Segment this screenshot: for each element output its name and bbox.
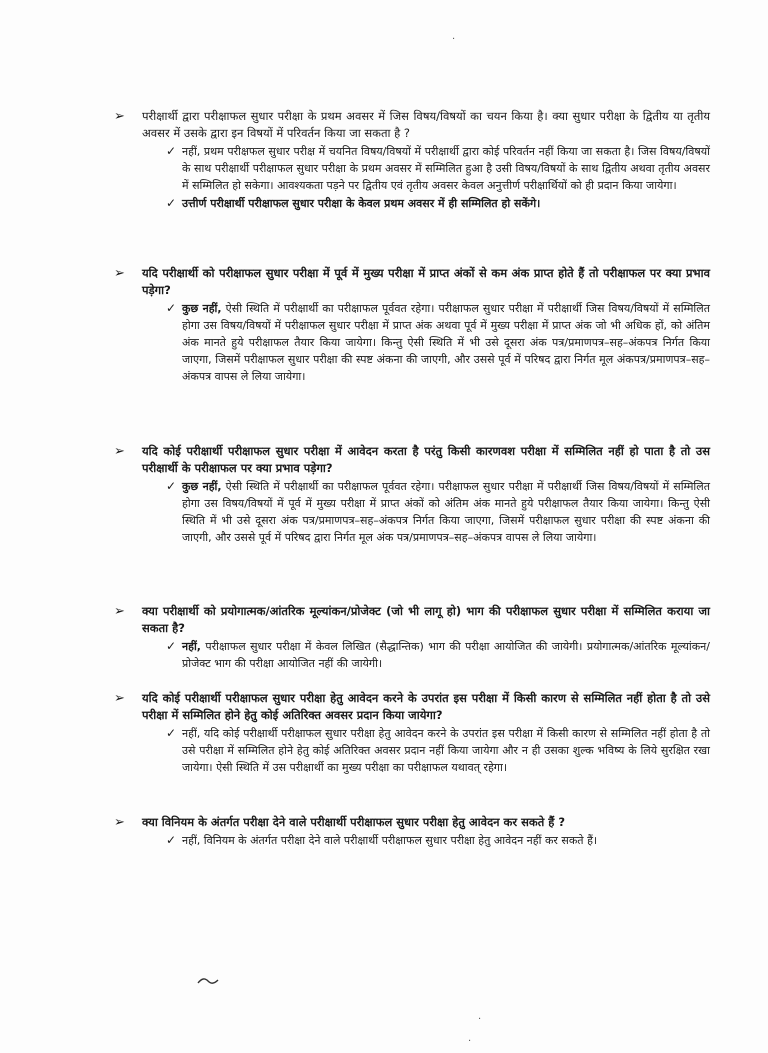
answer-text: ऐसी स्थिति में परीक्षार्थी का परीक्षाफल पूर्ववत रहेगा। परीक्षाफल सुधार परीक्षा में परीक्षार्थी जिस विषय/विषयों में सम्मिलित होगा उस विषय/विषयों में परीक्षाफल सुधार परीक्षा में प्राप्त अंक अथवा पूर्व में मुख्य परीक्षा में प्राप्त अंक जो भी अधिक हों, को अंतिम अंक मानते हुये परीक्षाफल तैयार किया जायेगा। किन्तु ऐसी स्थिति में भी उसे दूसरा अंक पत्र/प्रमाणपत्र–सह–अंकपत्र निर्गत किया जाएगा, जिसमें परीक्षाफल सुधार परीक्षा की स्पष्ट अंकना की जाएगी, और उससे पूर्व में परिषद द्वारा निर्गत मूल अंकपत्र/प्रमाणपत्र–सह–अंकपत्र वापस ले लिया जायेगा। xyxy=(182,302,710,383)
check-icon: ✓ xyxy=(166,639,177,653)
arrow-bullet-icon: ➢ xyxy=(114,815,125,830)
question-text: क्या परीक्षार्थी को प्रयोगात्मक/आंतरिक मूल्यांकन/प्रोजेक्ट (जो भी लागू हो) भाग की परीक्षाफल सुधार परीक्षा में सम्मिलित कराया जा सकता है? xyxy=(142,604,710,635)
answer xyxy=(110,832,710,849)
scan-speck: · xyxy=(452,34,456,45)
answer xyxy=(110,143,710,194)
pen-mark-icon xyxy=(196,976,220,986)
answer-text: नहीं, विनियम के अंतर्गत परीक्षा देने वाले परीक्षार्थी परीक्षाफल सुधार परीक्षा हेतु आवेदन नहीं कर सकते हैं। xyxy=(182,834,598,847)
scan-speck: · xyxy=(478,1014,482,1025)
question-text: परीक्षार्थी द्वारा परीक्षाफल सुधार परीक्षा के प्रथम अवसर में जिस विषय/विषयों का चयन किया है। क्या सुधार परीक्षा के द्वितीय या तृतीय अवसर में उसके द्वारा इन विषयों में परिवर्तन किया जा सकता है ? xyxy=(142,109,710,140)
answer-lead: कुछ नहीं, xyxy=(182,302,222,315)
check-icon: ✓ xyxy=(166,479,177,493)
answer xyxy=(110,300,710,385)
qa-block-3 xyxy=(110,443,710,546)
arrow-bullet-icon: ➢ xyxy=(114,109,125,124)
check-icon: ✓ xyxy=(166,144,177,158)
question xyxy=(110,443,710,477)
question xyxy=(110,603,710,637)
answer xyxy=(110,478,710,546)
check-icon: ✓ xyxy=(166,726,177,740)
answer-text: नहीं, यदि कोई परीक्षार्थी परीक्षाफल सुधार परीक्षा हेतु आवेदन करने के उपरांत इस परीक्षा में किसी कारण से सम्मिलित नहीं होता है तो उसे परीक्षा में सम्मिलित होने हेतु कोई अतिरिक्त अवसर प्रदान नहीं किया जायेगा और न ही उसका शुल्क भविष्य के लिये सुरक्षित रखा जायेगा। ऐसी स्थिति में उस परीक्षार्थी का मुख्य परीक्षा का परीक्षाफल यथावत् रहेगा। xyxy=(182,727,710,774)
question xyxy=(110,265,710,299)
qa-block-4 xyxy=(110,603,710,672)
qa-block-2 xyxy=(110,265,710,385)
check-icon: ✓ xyxy=(166,196,177,210)
answer-text: ऐसी स्थिति में परीक्षार्थी का परीक्षाफल पूर्ववत रहेगा। परीक्षाफल सुधार परीक्षा में परीक्षार्थी जिस विषय/विषयों में सम्मिलित होगा उस विषय/विषयों में पूर्व में मुख्य परीक्षा में प्राप्त अंकों को अंतिम अंक मानते हुये परीक्षाफल तैयार किया जायेगा। किन्तु ऐसी स्थिति में भी उसे दूसरा अंक पत्र/प्रमाणपत्र–सह–अंकपत्र निर्गत किया जाएगा, जिसमें परीक्षाफल सुधार परीक्षा की स्पष्ट अंकना की जाएगी, और उससे पूर्व में परिषद द्वारा निर्गत मूल अंक पत्र/प्रमाणपत्र–सह–अंकपत्र वापस ले लिया जायेगा। xyxy=(182,480,710,544)
qa-block-1 xyxy=(110,108,710,212)
qa-block-5 xyxy=(110,690,710,776)
answer xyxy=(110,195,710,212)
check-icon: ✓ xyxy=(166,833,177,847)
arrow-bullet-icon: ➢ xyxy=(114,266,125,281)
arrow-bullet-icon: ➢ xyxy=(114,604,125,619)
answer-lead: कुछ नहीं, xyxy=(182,480,222,493)
question xyxy=(110,108,710,142)
question-text: यदि परीक्षार्थी को परीक्षाफल सुधार परीक्षा में पूर्व में मुख्य परीक्षा में प्राप्त अंकों से कम अंक प्राप्त होते हैं तो परीक्षाफल पर क्या प्रभाव पड़ेगा? xyxy=(142,266,710,297)
qa-block-6 xyxy=(110,814,710,849)
question-text: यदि कोई परीक्षार्थी परीक्षाफल सुधार परीक्षा में आवेदन करता है परंतु किसी कारणवश परीक्षा में सम्मिलित नहीं हो पाता है तो उस परीक्षार्थी के परीक्षाफल पर क्या प्रभाव पड़ेगा? xyxy=(142,444,710,475)
arrow-bullet-icon: ➢ xyxy=(114,691,125,706)
answer-text: उत्तीर्ण परीक्षार्थी परीक्षाफल सुधार परीक्षा के केवल प्रथम अवसर में ही सम्मिलित हो सकेंगे। xyxy=(182,197,541,210)
answer-lead: नहीं, xyxy=(182,640,201,653)
arrow-bullet-icon: ➢ xyxy=(114,444,125,459)
question-text: यदि कोई परीक्षार्थी परीक्षाफल सुधार परीक्षा हेतु आवेदन करने के उपरांत इस परीक्षा में किसी कारण से सम्मिलित नहीं होता है तो उसे परीक्षा में सम्मिलित होने हेतु कोई अतिरिक्त अवसर प्रदान किया जायेगा? xyxy=(142,691,710,722)
answer-text: नहीं, प्रथम परीक्षफल सुधार परीक्ष में चयनित विषय/विषयों में परीक्षार्थी द्वारा कोई परिवर्तन नहीं किया जा सकता है। जिस विषय/विषयों के साथ परीक्षार्थी परीक्षाफल सुधार परीक्षा के प्रथम अवसर में सम्मिलित हुआ है उसी विषय/विषयों के साथ द्वितीय अथवा तृतीय अवसर में सम्मिलित हो सकेगा। आवश्यकता पड़ने पर द्वितीय एवं तृतीय अवसर केवल अनुत्तीर्ण परीक्षार्थियों को ही प्रदान किया जायेगा। xyxy=(182,145,710,192)
answer xyxy=(110,725,710,776)
answer-text: परीक्षाफल सुधार परीक्षा में केवल लिखित (सैद्धान्तिक) भाग की परीक्षा आयोजित की जायेगी। प्रयोगात्मक/आंतरिक मूल्यांकन/प्रोजेक्ट भाग की परीक्षा आयोजित नहीं की जायेगी। xyxy=(182,640,710,670)
check-icon: ✓ xyxy=(166,301,177,315)
answer xyxy=(110,638,710,672)
scan-speck: · xyxy=(468,1036,472,1047)
question xyxy=(110,814,710,831)
question xyxy=(110,690,710,724)
question-text: क्या विनियम के अंतर्गत परीक्षा देने वाले परीक्षार्थी परीक्षाफल सुधार परीक्षा हेतु आवेदन कर सकते हैं ? xyxy=(142,815,566,829)
